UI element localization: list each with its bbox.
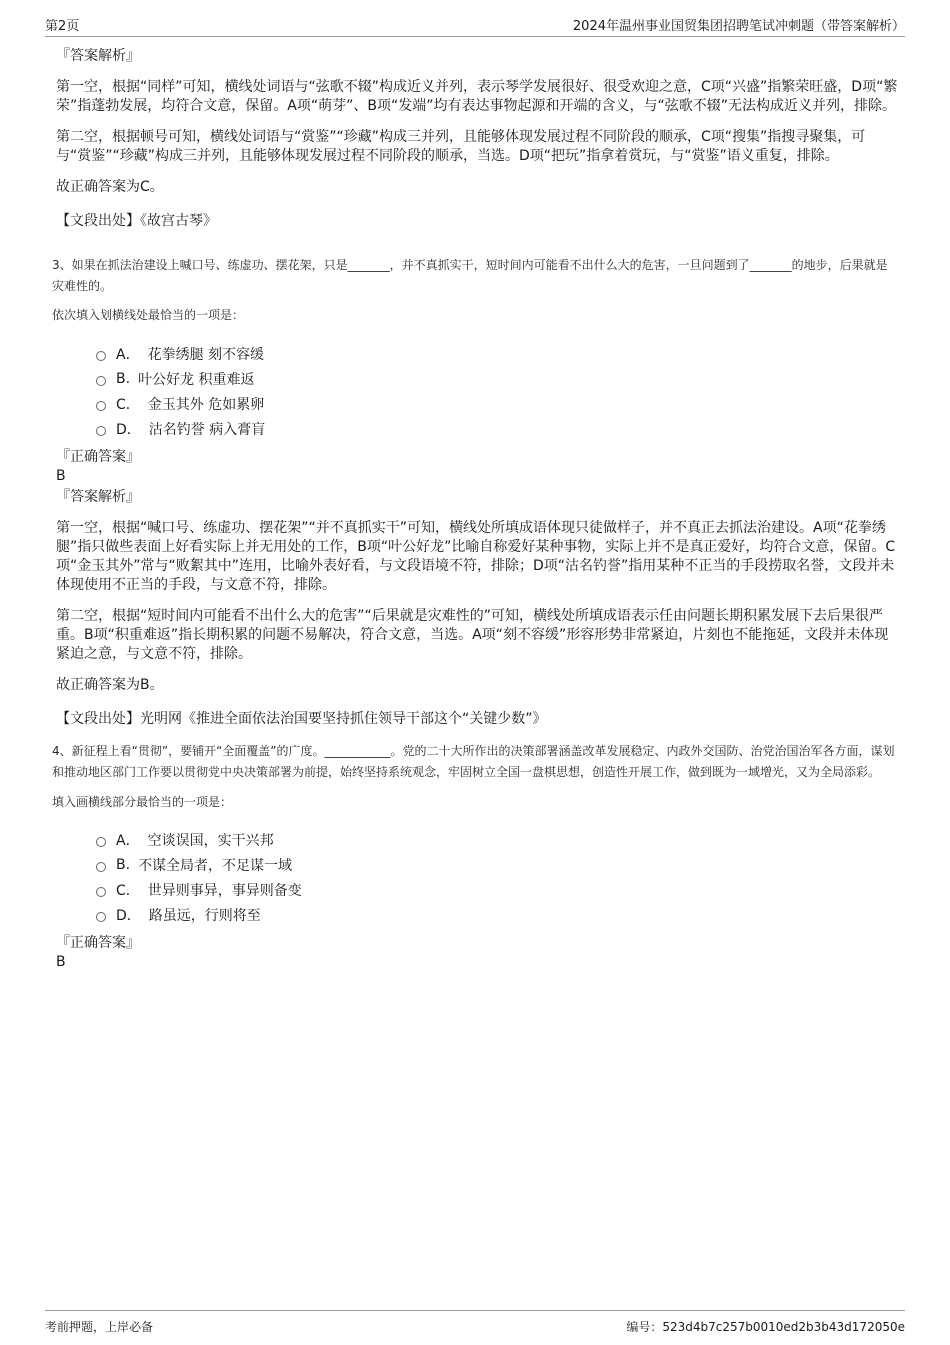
q4-stem: 4、新征程上看“贯彻”，要铺开“全面覆盖”的广度。___________。党的二十大所作出的决策部署涵盖改革发展稳定、内政外交国防、治党治国治军各方面，谋划和推动地区部门工作要以贯彻党中央决策部署为前提，始终坚持系统观念，牢固树立全国一盘棋思想，创造性开展工作，做到既为一域增光，又为全局添彩。 (52, 744, 895, 779)
page-content (52, 46, 898, 971)
q3-analysis-label: 『答案解析』 (56, 489, 140, 505)
q2-analysis-p1: 第一空，根据“同样”可知，横线处词语与“弦歌不辍”构成近义并列，表示琴学发展很好、很受欢迎之意，C项“兴盛”指繁荣旺盛，D项“繁荣”指蓬勃发展，均符合文意，保留。A项“萌芽”、B项“发端”均有表达事物起源和开端的含义，与“弦歌不辍”无法构成近义并列，排除。 (56, 79, 898, 114)
q3-option-b[interactable]: B. 叶公好龙 积重难返 (96, 366, 898, 391)
q3-prompt: 依次填入划横线处最恰当的一项是： (52, 308, 245, 322)
radio-icon[interactable] (96, 837, 106, 847)
page-footer (45, 1310, 905, 1335)
radio-icon[interactable] (96, 426, 106, 436)
radio-icon[interactable] (96, 401, 106, 411)
q4-options (56, 827, 898, 927)
page-number: 第2页 (45, 19, 80, 34)
q3-options (56, 341, 898, 441)
q3-stem: 3、如果在抓法治建设上喊口号、练虚功、摆花架，只是_______，并不真抓实干，短时间内可能看不出什么大的危害，一旦问题到了_______的地步，后果就是灾难性的。 (52, 258, 888, 293)
q4-option-b[interactable]: B. 不谋全局者，不足谋一域 (96, 852, 898, 877)
q3-source: 【文段出处】光明网《推进全面依法治国要坚持抓住领导干部这个“关键少数”》 (56, 711, 547, 727)
q3-answer-label: 『正确答案』 (56, 449, 140, 465)
q3-analysis-p2: 第二空，根据“短时间内可能看不出什么大的危害”“后果就是灾难性的”可知，横线处所填成语表示任由问题长期积累发展下去后果很严重。B项“积重难返”指长期积累的问题不易解决，符合文意，当选。A项“刻不容缓”形容形势非常紧迫，片刻也不能拖延，文段并未体现紧迫之意，与文意不符，排除。 (56, 608, 889, 662)
q4-answer-label: 『正确答案』 (56, 935, 140, 951)
radio-icon[interactable] (96, 912, 106, 922)
q3-answer: B (56, 468, 66, 484)
document-title: 2024年温州事业国贸集团招聘笔试冲刺题（带答案解析） (572, 19, 905, 34)
document-id: 编号：523d4b7c257b0010ed2b3b43d172050e (626, 1320, 905, 1334)
q2-source: 【文段出处】《故宫古琴》 (56, 213, 217, 229)
q3-option-c[interactable]: C． 金玉其外 危如累卵 (96, 391, 898, 416)
q2-analysis-p2: 第二空，根据顿号可知，横线处词语与“赏鉴”“珍藏”构成三并列，且能够体现发展过程不同阶段的顺承，C项“搜集”指搜寻聚集，可与“赏鉴”“珍藏”构成三并列，且能够体现发展过程不同阶段的顺承，当选。D项“把玩”指拿着赏玩，与“赏鉴”语义重复，排除。 (56, 129, 866, 164)
q4-prompt: 填入画横线部分最恰当的一项是： (52, 795, 233, 809)
page-header (45, 14, 905, 37)
radio-icon[interactable] (96, 862, 106, 872)
q4-option-d[interactable]: D． 路虽远，行则将至 (96, 902, 898, 927)
q3-option-a[interactable]: A． 花拳绣腿 刻不容缓 (96, 341, 898, 366)
q4-answer: B (56, 954, 66, 970)
q2-analysis-label: 『答案解析』 (56, 48, 140, 64)
radio-icon[interactable] (96, 887, 106, 897)
q3-conclusion: 故正确答案为B。 (56, 677, 164, 693)
q2-conclusion: 故正确答案为C。 (56, 179, 164, 195)
q3-option-d[interactable]: D． 沽名钓誉 病入膏肓 (96, 416, 898, 441)
radio-icon[interactable] (96, 351, 106, 361)
q3-analysis-p1: 第一空，根据“喊口号、练虚功、摆花架”“并不真抓实干”可知，横线处所填成语体现只徒做样子，并不真正去抓法治建设。A项“花拳绣腿”指只做些表面上好看实际上并无用处的工作，B项“叶公好龙”比喻自称爱好某种事物，实际上并不是真正爱好，均符合文意，保留。C项“金玉其外”常与“败絮其中”连用，比喻外表好看，与文段语境不符，排除；D项“沽名钓誉”指用某种不正当的手段捞取名誉，文段并未体现使用不正当的手段，与文意不符，排除。 (56, 520, 896, 593)
q4-option-c[interactable]: C． 世异则事异，事异则备变 (96, 877, 898, 902)
footer-slogan: 考前押题，上岸必备 (45, 1320, 154, 1334)
radio-icon[interactable] (96, 376, 106, 386)
q4-option-a[interactable]: A． 空谈误国，实干兴邦 (96, 827, 898, 852)
